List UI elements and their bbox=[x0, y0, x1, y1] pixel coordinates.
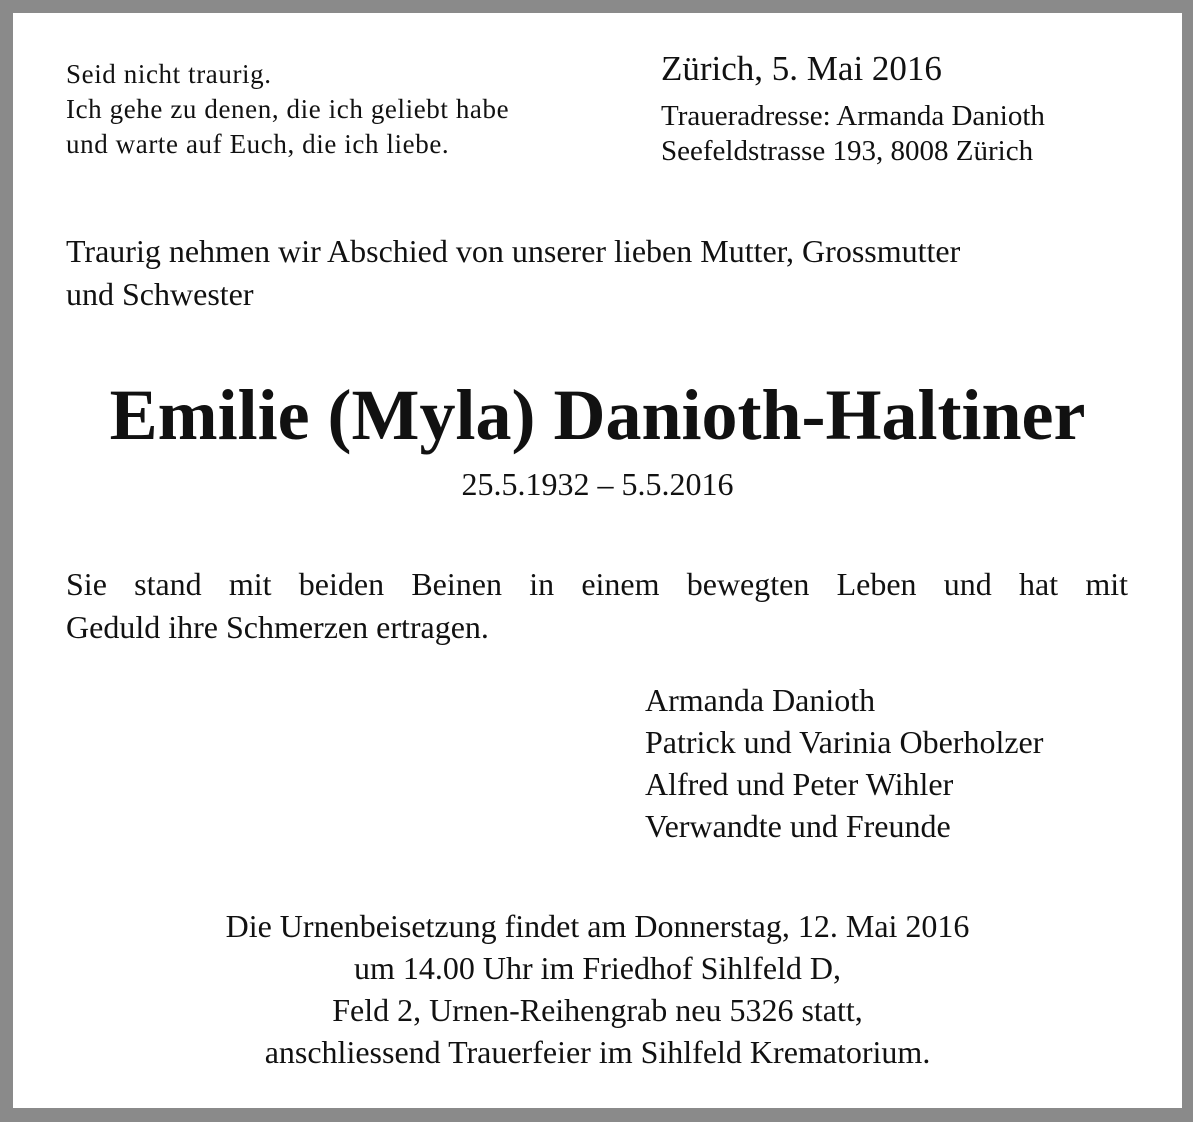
funeral-details bbox=[13, 905, 1182, 1073]
intro-text bbox=[66, 230, 1128, 316]
signature-line: Armanda Danioth bbox=[645, 682, 876, 718]
poem bbox=[66, 57, 509, 162]
obituary-notice bbox=[13, 13, 1182, 1108]
address-line: Traueradresse: Armanda Danioth bbox=[661, 100, 1045, 132]
mourning-address bbox=[661, 99, 1045, 169]
tribute-text bbox=[66, 563, 1128, 649]
funeral-line: anschliessend Trauerfeier im Sihlfeld Krematorium. bbox=[264, 1034, 931, 1070]
place-date: Zürich, 5. Mai 2016 bbox=[661, 49, 942, 88]
intro-line: Traurig nehmen wir Abschied von unserer lieben Mutter, Grossmutter bbox=[66, 233, 961, 269]
signature-line: Patrick und Varinia Oberholzer bbox=[645, 724, 1044, 760]
tribute-line: Sie stand mit beiden Beinen in einem bewegten Leben und hat mit bbox=[66, 566, 1128, 602]
life-dates: 25.5.1932 – 5.5.2016 bbox=[461, 466, 734, 502]
poem-line: und warte auf Euch, die ich liebe. bbox=[66, 129, 450, 159]
funeral-line: Feld 2, Urnen-Reihengrab neu 5326 statt, bbox=[332, 992, 863, 1028]
funeral-line: um 14.00 Uhr im Friedhof Sihlfeld D, bbox=[353, 950, 842, 986]
funeral-line: Die Urnenbeisetzung findet am Donnerstag, 12. Mai 2016 bbox=[225, 908, 970, 944]
poem-line: Ich gehe zu denen, die ich geliebt habe bbox=[66, 94, 510, 124]
poem-line: Seid nicht traurig. bbox=[66, 59, 272, 89]
signature-line: Verwandte und Freunde bbox=[645, 808, 951, 844]
address-line: Seefeldstrasse 193, 8008 Zürich bbox=[661, 135, 1034, 167]
signatures bbox=[645, 679, 1043, 847]
intro-line: und Schwester bbox=[66, 276, 254, 312]
tribute-line: Geduld ihre Schmerzen ertragen. bbox=[66, 609, 489, 645]
signature-line: Alfred und Peter Wihler bbox=[645, 766, 954, 802]
deceased-name: Emilie (Myla) Danioth-Haltiner bbox=[109, 375, 1086, 455]
